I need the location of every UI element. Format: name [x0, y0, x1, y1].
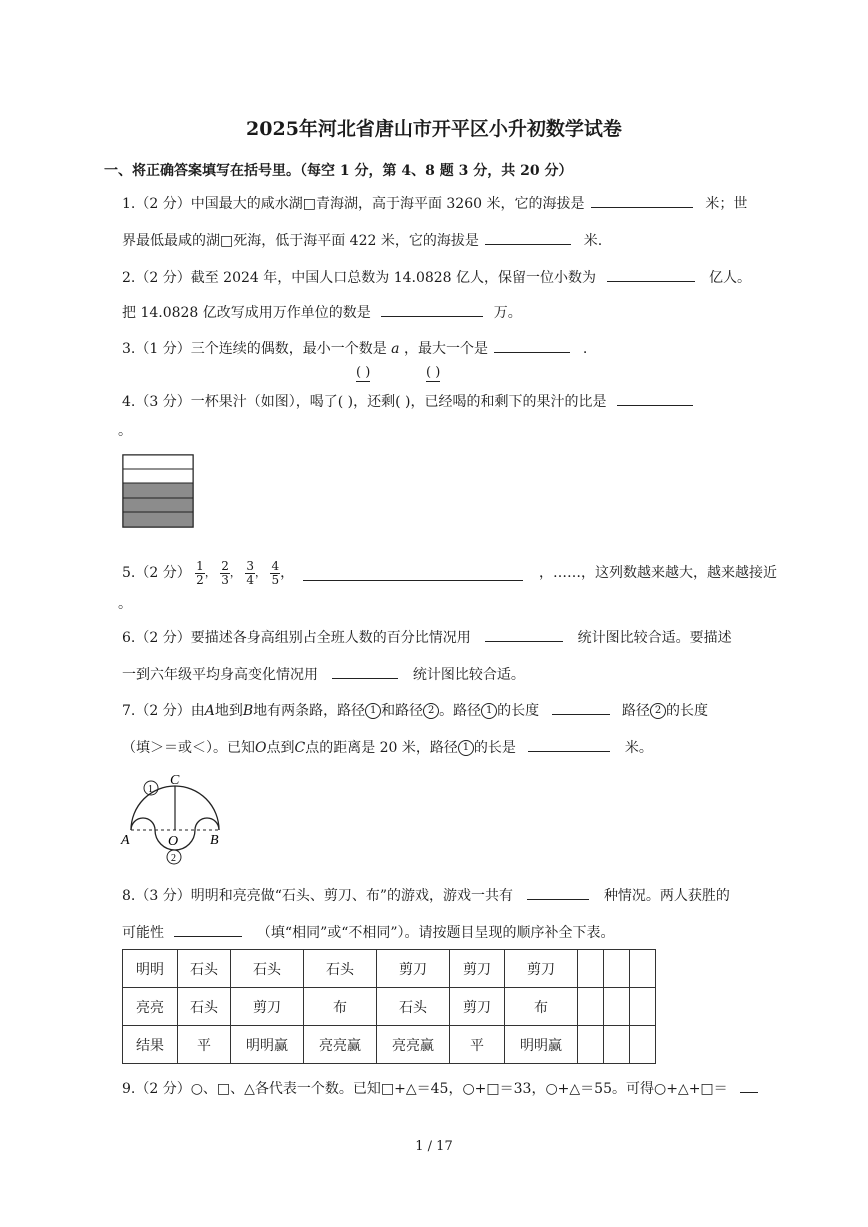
q7-text-f: 的长度: [497, 703, 540, 719]
q1-line2: [122, 230, 602, 251]
q7-circle-1: 1: [365, 703, 381, 719]
q7-point-a: A: [204, 703, 215, 719]
q7-circle-3: 1: [481, 703, 497, 719]
q7-blank-2[interactable]: [528, 737, 610, 752]
q7-text-i: （填＞＝或＜）。已知: [122, 740, 255, 756]
label-circle-2: 2: [171, 853, 176, 864]
q6-blank-2[interactable]: [332, 664, 398, 679]
q7-text-l: 的长是: [473, 740, 516, 756]
q8-text-a: 8.（3 分）明明和亮亮做“石头、剪刀、布”的游戏，游戏一共有: [122, 888, 514, 904]
path-diagram: [118, 770, 228, 866]
q5-text-b: ，……，这列数越来越大，越来越接近: [539, 565, 777, 581]
q5-line: [122, 556, 777, 590]
q7-circle-2: 2: [423, 703, 439, 719]
label-circle-1: 1: [148, 784, 153, 795]
q7-text-e: 。路径: [439, 703, 482, 719]
q3-blank[interactable]: [494, 338, 570, 353]
q8-line1: [122, 885, 730, 906]
q5-sep-4: ，: [280, 565, 295, 581]
table-cell: 石头: [377, 988, 450, 1026]
cup-part-filled-2: [123, 498, 193, 512]
q5-blank[interactable]: [303, 566, 523, 581]
table-cell: 石头: [304, 950, 377, 988]
cup-part-filled-3: [123, 512, 193, 527]
q3-text-c: .: [582, 341, 588, 357]
table-cell: 平: [450, 1026, 505, 1064]
q6-line2: [122, 664, 525, 685]
page-title: 2025年河北省唐山市开平区小升初数学试卷: [246, 118, 622, 140]
table-cell-empty[interactable]: [604, 1026, 630, 1064]
q7-text-b: 地到: [214, 703, 243, 719]
q7-text-j: 点到: [266, 740, 295, 756]
q2-blank-2[interactable]: [381, 302, 483, 317]
q8-text-b: 种情况。两人获胜的: [603, 888, 730, 904]
q6-line1: [122, 627, 732, 648]
q9-line: [122, 1078, 758, 1099]
q5-end: 。: [118, 596, 132, 612]
label-c: C: [170, 773, 180, 788]
table-cell-empty[interactable]: [630, 950, 656, 988]
q5-fraction-1: $\frac{1}{2}$: [196, 558, 204, 587]
q4-line: [122, 391, 693, 412]
q2-blank-1[interactable]: [607, 267, 695, 282]
label-a: A: [121, 833, 130, 848]
q7-circle-5: 1: [458, 740, 474, 756]
q4-blank[interactable]: [617, 391, 693, 406]
table-cell: 剪刀: [450, 950, 505, 988]
q7-text-g: 路径: [622, 703, 651, 719]
rps-table: [122, 949, 656, 1064]
q8-blank-2[interactable]: [174, 922, 242, 937]
q3-line: [122, 338, 587, 359]
q3-text-b: ，最大一个是: [403, 341, 488, 357]
table-cell: 平: [178, 1026, 231, 1064]
table-cell: 结果: [123, 1026, 178, 1064]
cup-part-empty-2: [123, 469, 193, 483]
q2-text-c: 把 14.0828 亿改写成用万作单位的数是: [122, 305, 371, 321]
table-cell: 剪刀: [450, 988, 505, 1026]
table-cell-empty[interactable]: [604, 950, 630, 988]
q9-blank[interactable]: [740, 1078, 758, 1093]
table-cell: 剪刀: [377, 950, 450, 988]
cup-part-filled-1: [123, 483, 193, 498]
table-cell: 亮亮: [123, 988, 178, 1026]
table-cell: 明明赢: [505, 1026, 578, 1064]
cup-part-empty-1: [123, 455, 193, 469]
path-2-left-arc: [131, 818, 155, 830]
table-cell-empty[interactable]: [578, 950, 604, 988]
q5-fraction-3: $\frac{3}{4}$: [246, 558, 254, 587]
q7-point-c: C: [294, 740, 306, 756]
q5-sep-1: ，: [204, 566, 216, 579]
q6-blank-1[interactable]: [485, 627, 563, 642]
q4-frac-top-2: ( ): [426, 365, 441, 380]
q2-line2: [122, 302, 522, 323]
q1-blank-2[interactable]: [485, 230, 571, 245]
q1-text-b: 米；世: [705, 196, 748, 212]
q7-text-h: 的长度: [666, 703, 709, 719]
q7-point-b: B: [242, 703, 254, 719]
q6-text-d: 统计图比较合适。: [412, 667, 525, 683]
table-cell: 石头: [178, 988, 231, 1026]
q2-text-d: 万。: [493, 305, 522, 321]
table-cell-empty[interactable]: [604, 988, 630, 1026]
q6-text-c: 一到六年级平均身高变化情况用: [122, 667, 318, 683]
table-cell: 石头: [178, 950, 231, 988]
table-cell-empty[interactable]: [578, 1026, 604, 1064]
q5-label: 5.（2 分）: [122, 565, 191, 581]
page-number: 1 / 17: [415, 1139, 453, 1154]
table-cell: 明明赢: [231, 1026, 304, 1064]
table-cell: 石头: [231, 950, 304, 988]
table-cell: 亮亮赢: [304, 1026, 377, 1064]
q1-blank-1[interactable]: [591, 193, 693, 208]
q1-text-d: 米.: [583, 233, 603, 249]
q2-text-a: 2.（2 分）截至 2024 年，中国人口总数为 14.0828 亿人，保留一位小数为: [122, 270, 597, 286]
q7-line2: [122, 737, 653, 758]
q4-text-b: )，还剩(: [347, 394, 401, 410]
table-cell: 剪刀: [231, 988, 304, 1026]
q7-text-c: 地有两条路，路径: [253, 703, 366, 719]
q3-text-a: 3.（1 分）三个连续的偶数，最小一个数是: [122, 341, 387, 357]
table-cell-empty[interactable]: [630, 988, 656, 1026]
q7-line1: [122, 700, 708, 721]
table-cell: 亮亮赢: [377, 1026, 450, 1064]
q4-text-a: 4.（3 分）一杯果汁（如图），喝了(: [122, 394, 344, 410]
q9-text: 9.（2 分）○、□、△各代表一个数。已知□+△＝45，○+□＝33，○+△＝55。可得○+△+□＝: [122, 1081, 728, 1097]
table-row: [123, 950, 656, 988]
label-o: O: [168, 834, 179, 849]
table-cell-empty[interactable]: [578, 988, 604, 1026]
q7-point-o: O: [255, 740, 267, 756]
q6-text-b: 统计图比较合适。要描述: [577, 630, 732, 646]
q4-end: 。: [118, 423, 132, 439]
q2-text-b: 亿人。: [708, 270, 751, 286]
path-2-right-arc: [195, 818, 219, 830]
q4-frac-top-1: ( ): [356, 365, 371, 380]
q1-text-c: 界最低最咸的湖□死海，低于海平面 422 米，它的海拔是: [122, 233, 479, 249]
q5-fraction-4: $\frac{4}{5}$: [271, 558, 280, 587]
q2-line1: [122, 267, 751, 288]
label-b: B: [210, 833, 219, 848]
section-heading: 一、将正确答案填写在括号里。（每空 1 分，第 4、8 题 3 分，共 20 分）: [104, 163, 573, 179]
q1-text-a: 1.（2 分）中国最大的咸水湖□青海湖，高于海平面 3260 米，它的海拔是: [122, 196, 585, 212]
q5-sep-2: ，: [229, 566, 241, 579]
table-cell: 布: [304, 988, 377, 1026]
q6-text-a: 6.（2 分）要描述各身高组别占全班人数的百分比情况用: [122, 630, 471, 646]
q1-line1: [122, 193, 747, 214]
q7-text-d: 和路径: [381, 703, 424, 719]
q7-blank-1[interactable]: [552, 700, 610, 715]
table-cell: 剪刀: [505, 950, 578, 988]
q7-text-k: 点的距离是 20 米，路径: [305, 740, 458, 756]
q4-text-c: )，已经喝的和剩下的果汁的比是: [405, 394, 607, 410]
q8-blank-1[interactable]: [527, 885, 589, 900]
juice-cup-figure: [122, 454, 196, 530]
table-row: [123, 988, 656, 1026]
q3-var: a: [391, 341, 400, 357]
table-cell-empty[interactable]: [630, 1026, 656, 1064]
q7-circle-4: 2: [650, 703, 666, 719]
q7-text-a: 7.（2 分）由: [122, 703, 205, 719]
table-row: [123, 1026, 656, 1064]
table-cell: 明明: [123, 950, 178, 988]
q8-text-c: 可能性: [122, 925, 164, 941]
q5-sep-3: ，: [255, 566, 266, 579]
table-cell: 布: [505, 988, 578, 1026]
q5-fraction-2: $\frac{2}{3}$: [221, 558, 229, 587]
q8-line2: [122, 922, 615, 943]
q8-text-d: （填“相同”或“不相同”）。请按题目呈现的顺序补全下表。: [256, 925, 615, 941]
q7-text-m: 米。: [624, 740, 653, 756]
